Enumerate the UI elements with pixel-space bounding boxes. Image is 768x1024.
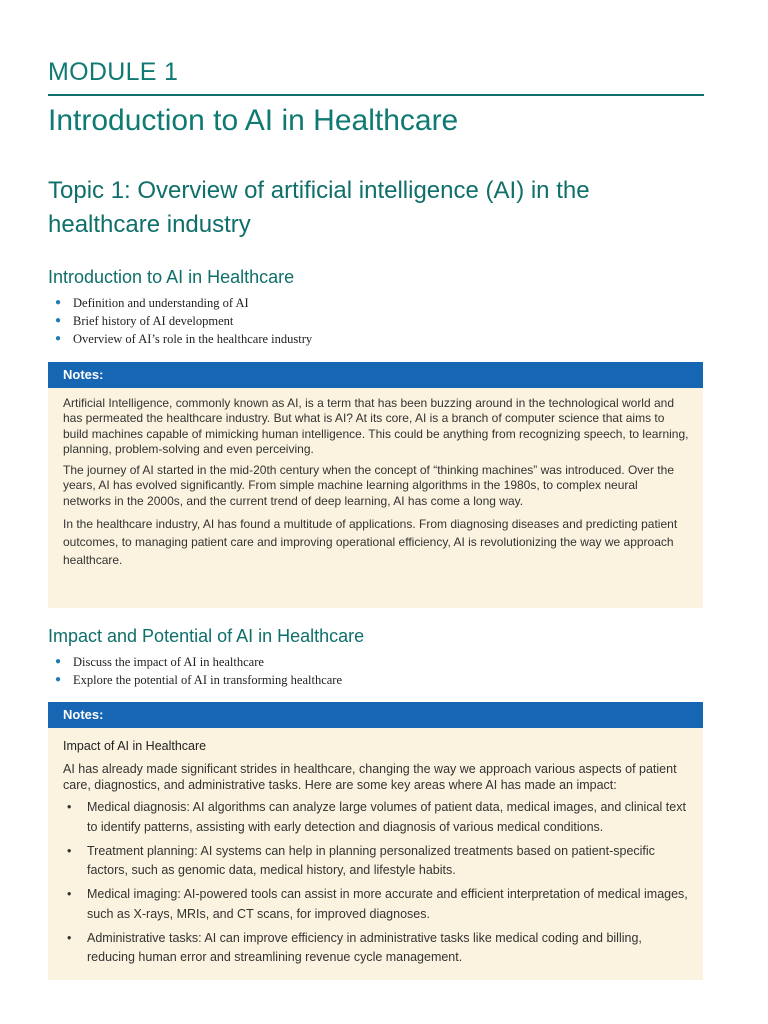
notes-paragraph: Artificial Intelligence, commonly known as AI, is a term that has been buzzing around in the technological world and has permeated the healthcare industry. But what is AI? At its core, AI is a branch of computer science that aims to build machines capable of mimicking human intelligence. This could be anything from recognizing speech, to learning, planning, problem-solving and even perceiving.: [63, 396, 689, 456]
bullet-text: Overview of AI’s role in the healthcare industry: [73, 332, 313, 346]
impact-bullet-list: [48, 653, 342, 689]
notes-subheading: Impact of AI in Healthcare: [63, 739, 207, 753]
list-item: [48, 653, 342, 671]
bullet-text: Definition and understanding of AI: [73, 296, 249, 310]
list-item: [63, 842, 689, 881]
list-item-text: Medical diagnosis: AI algorithms can analyze large volumes of patient data, medical images, and clinical text to identify patterns, assisting with early detection and diagnosis of various medical conditions.: [87, 800, 686, 834]
module-divider: [48, 94, 704, 96]
bullet-icon: ●: [55, 674, 62, 685]
notes-body: [48, 728, 703, 968]
bullet-icon: ●: [55, 315, 62, 326]
page-title: Introduction to AI in Healthcare: [48, 104, 459, 137]
list-item: [63, 798, 689, 837]
section-heading-impact: Impact and Potential of AI in Healthcare: [48, 626, 365, 646]
list-item: [63, 929, 689, 968]
section-heading-intro: Introduction to AI in Healthcare: [48, 267, 295, 287]
bullet-icon: •: [67, 800, 72, 815]
bullet-text: Discuss the impact of AI in healthcare: [73, 655, 264, 669]
list-item: [48, 312, 312, 330]
bullet-text: Explore the potential of AI in transforming healthcare: [73, 673, 343, 687]
list-item: [48, 671, 342, 689]
notes-body: [48, 388, 703, 569]
list-item-text: Administrative tasks: AI can improve efficiency in administrative tasks like medical coding and billing, reducing human error and streamlining revenue cycle management.: [87, 931, 642, 965]
intro-bullet-list: [48, 294, 312, 348]
list-item-text: Medical imaging: AI-powered tools can assist in more accurate and efficient interpretation of medical images, such as X-rays, MRIs, and CT scans, for improved diagnoses.: [87, 887, 688, 921]
list-item: [48, 294, 312, 312]
list-item: [48, 330, 312, 348]
bullet-icon: •: [67, 887, 72, 902]
notes-paragraph: The journey of AI started in the mid-20th century when the concept of “thinking machines” was introduced. Over the years, AI has evolved significantly. From simple machine learning algorithms in the 1980s, to complex neural networks in the 2000s, and the current trend of deep learning, AI has come a long way.: [63, 463, 674, 508]
bullet-icon: •: [67, 931, 72, 946]
list-item: [63, 885, 689, 924]
notes-header: Notes:: [48, 362, 703, 388]
bullet-icon: ●: [55, 333, 62, 344]
bullet-text: Brief history of AI development: [73, 314, 234, 328]
topic-title: Topic 1: Overview of artificial intelligence (AI) in the healthcare industry: [48, 177, 590, 238]
list-item-text: Treatment planning: AI systems can help in planning personalized treatments based on patient-specific factors, such as genomic data, medical history, and lifestyle habits.: [87, 843, 655, 878]
module-label: MODULE 1: [48, 58, 179, 86]
bullet-icon: ●: [55, 656, 62, 667]
notes-box-intro: [48, 362, 703, 608]
notes-box-impact: [48, 702, 703, 980]
notes-paragraph: In the healthcare industry, AI has found a multitude of applications. From diagnosing diseases and predicting patient outcomes, to managing patient care and improving operational efficiency, AI is revolutionizing the way we approach healthcare.: [63, 517, 678, 568]
notes-paragraph: AI has already made significant strides in healthcare, changing the way we approach various aspects of patient care, diagnostics, and administrative tasks. Here are some key areas where AI has made an impact:: [63, 762, 677, 792]
bullet-icon: •: [67, 843, 72, 858]
bullet-icon: ●: [55, 297, 62, 308]
impact-areas-list: [63, 798, 689, 967]
notes-header: Notes:: [48, 702, 703, 728]
